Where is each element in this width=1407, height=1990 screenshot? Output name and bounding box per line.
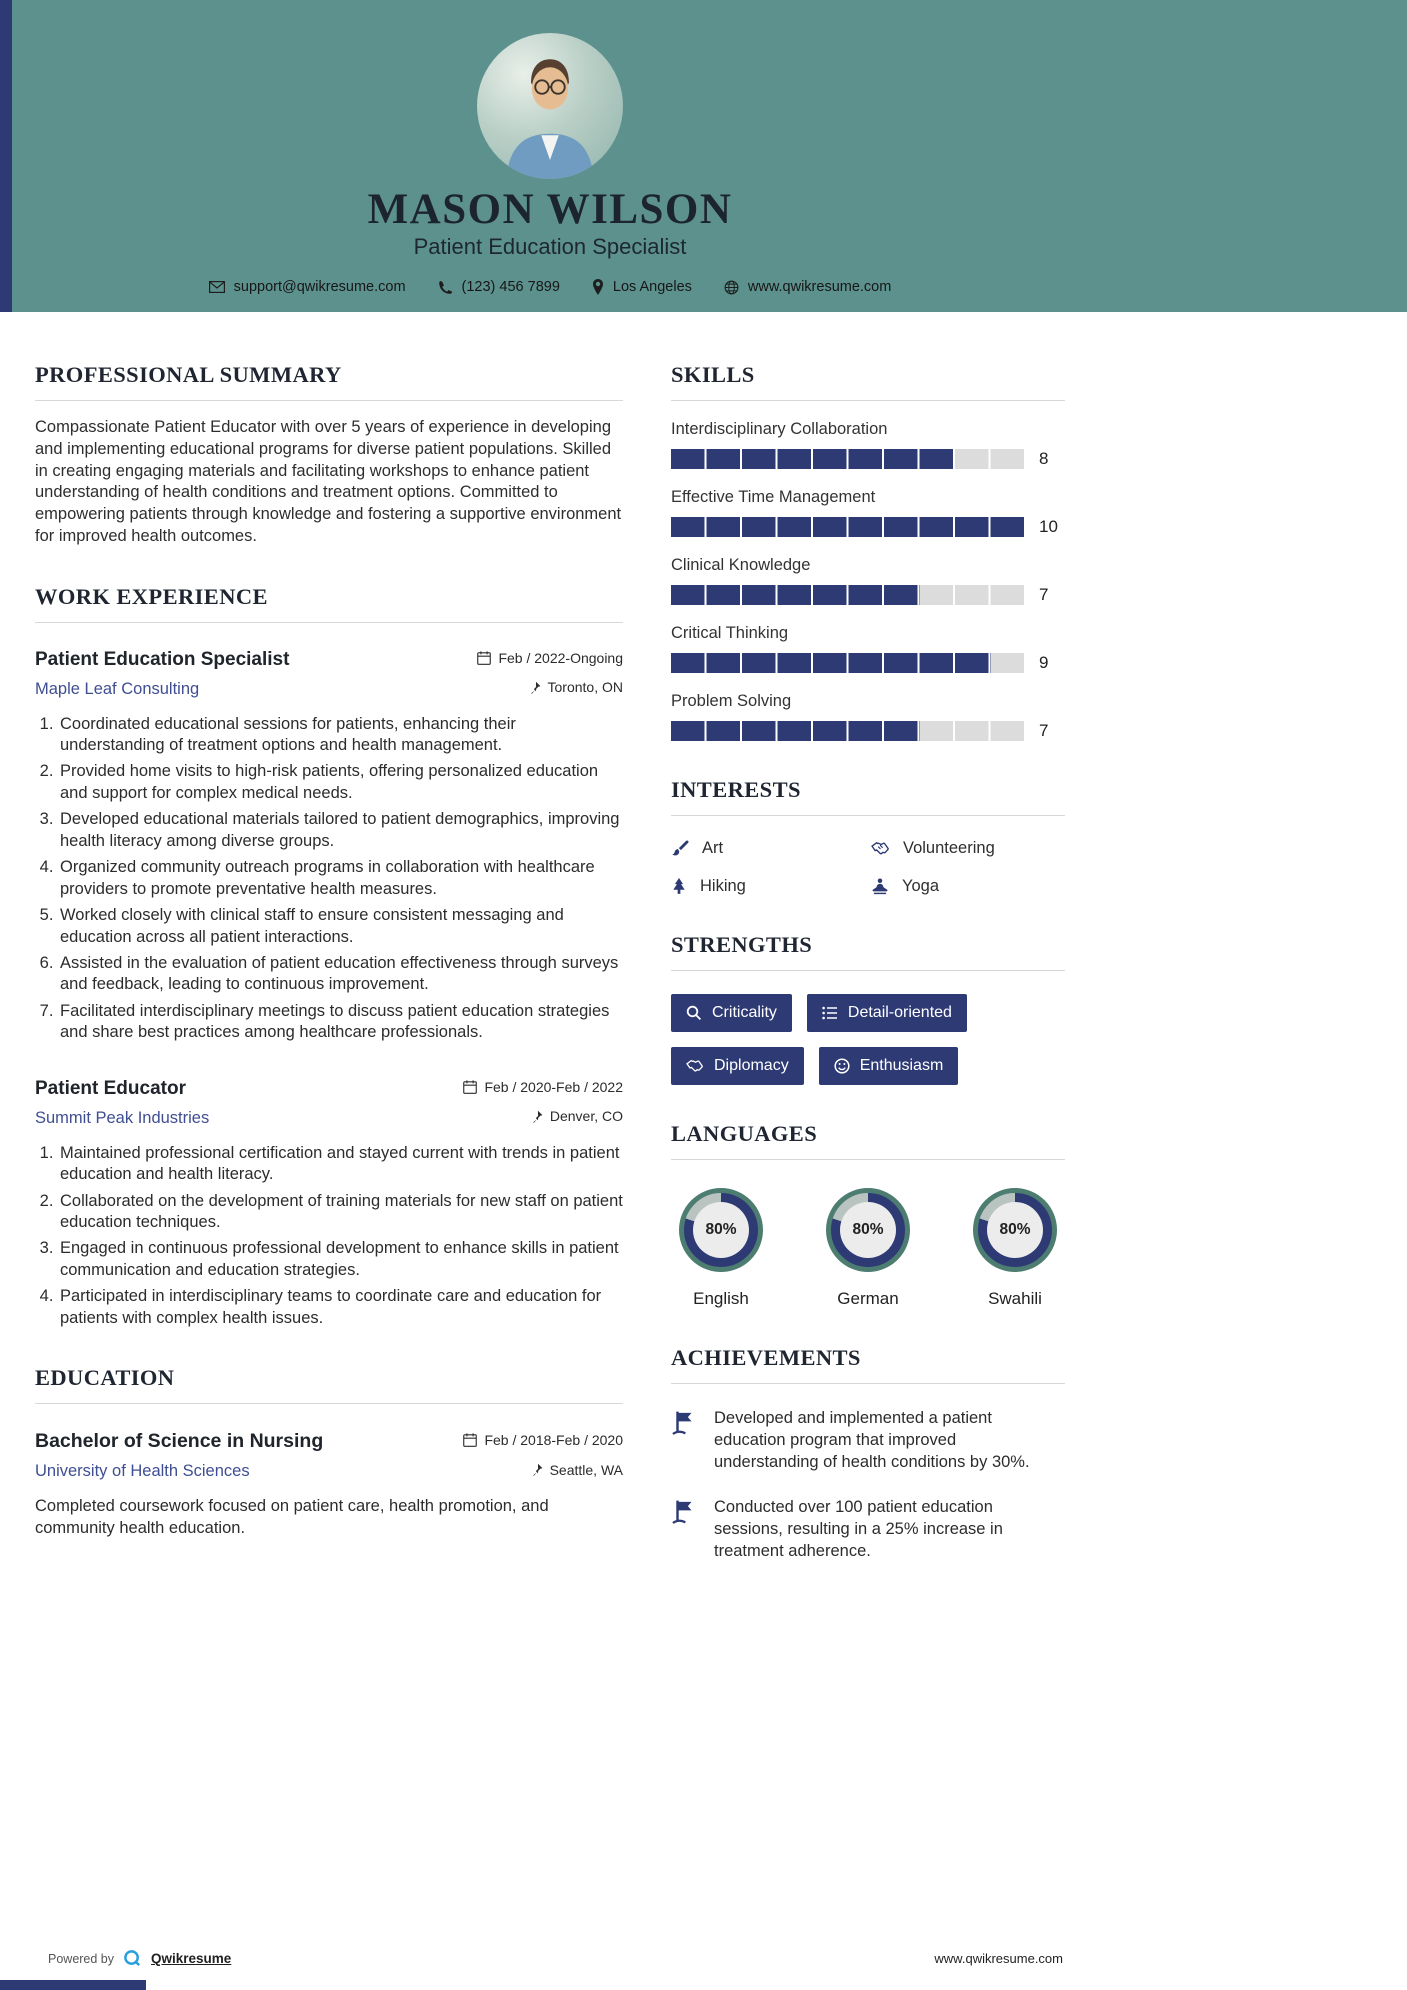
left-column: [35, 362, 623, 1599]
interest-label: Hiking: [700, 877, 746, 895]
resume-body: [0, 312, 1407, 1599]
job-location-text: Denver, CO: [549, 1108, 623, 1125]
skill-name: Interdisciplinary Collaboration: [671, 420, 888, 438]
pushpin-icon: [528, 681, 541, 694]
strength-label: Enthusiasm: [859, 1057, 944, 1074]
interests-list: [671, 839, 1065, 896]
job-bullet: 5. Worked closely with clinical staff to ensure consistent messaging and education across all patient interactions.: [58, 905, 623, 948]
job-bullet: 3. Engaged in continuous professional development to enhance skills in patient communication and education strategies.: [58, 1238, 623, 1281]
school-name: University of Health Sciences: [35, 1462, 250, 1481]
achievement-flag-icon: [671, 1499, 697, 1525]
language-item: [973, 1188, 1057, 1309]
pine-tree-icon: [671, 878, 687, 895]
skill-value: 7: [1039, 585, 1049, 604]
education-dates-text: Feb / 2018-Feb / 2020: [484, 1432, 623, 1449]
contact-phone-text: (123) 456 7899: [461, 279, 560, 296]
achievement-text: Conducted over 100 patient education sessions, resulting in a 25% increase in treatment adherence.: [714, 1498, 1003, 1560]
job-bullet: 2. Collaborated on the development of training materials for new staff on patient education techniques.: [58, 1191, 623, 1234]
skill-bar-ticks: [671, 653, 1026, 673]
company-name: Summit Peak Industries: [35, 1108, 210, 1127]
interest-label: Yoga: [902, 877, 940, 895]
achievement-item: [671, 1497, 1065, 1562]
phone-icon: [438, 280, 453, 295]
job-location: [528, 679, 623, 695]
contact-email[interactable]: [209, 279, 406, 295]
language-name: German: [837, 1289, 899, 1308]
contact-location: [592, 279, 692, 295]
job-dates: [477, 650, 623, 666]
job-bullet: 1. Coordinated educational sessions for patients, enhancing their understanding of treatment options and health management.: [58, 714, 623, 757]
achievement-item: [671, 1408, 1065, 1473]
achievement-text: Developed and implemented a patient education program that improved understanding of health conditions by 30%.: [714, 1409, 1030, 1471]
left-accent-bar: [0, 0, 12, 312]
education-description: Completed coursework focused on patient care, health promotion, and community health education.: [35, 1497, 549, 1538]
job-bullet: 7. Facilitated interdisciplinary meetings to discuss patient education strategies and share best practices among healthcare professionals.: [58, 1001, 623, 1044]
handshake-icon: [686, 1059, 704, 1073]
section-skills: [671, 362, 1065, 741]
job-bullet: 2. Provided home visits to high-risk patients, offering personalized education and support for complex medical needs.: [58, 761, 623, 804]
skill-value: 9: [1039, 653, 1049, 672]
contact-row: [0, 279, 1100, 295]
strength-chip: [819, 1047, 959, 1085]
candidate-name: MASON WILSON: [367, 186, 733, 233]
section-achievements: [671, 1345, 1065, 1563]
interests-heading: INTERESTS: [671, 777, 1065, 816]
language-item: [826, 1188, 910, 1309]
interest-item: [871, 877, 1065, 896]
skill-name: Critical Thinking: [671, 624, 789, 642]
job-bullet: 6. Assisted in the evaluation of patient education effectiveness through surveys and feedback, leading to continuous improvement.: [58, 953, 623, 996]
skill-value: 8: [1039, 449, 1049, 468]
skill-name: Effective Time Management: [671, 488, 876, 506]
skill-bar-ticks: [671, 721, 1026, 741]
list-icon: [822, 1005, 838, 1021]
strength-label: Diplomacy: [714, 1057, 789, 1074]
strength-chip: [671, 994, 792, 1032]
page-footer: [48, 1949, 1063, 1968]
skill-bar: [671, 517, 1026, 537]
contact-location-text: Los Angeles: [612, 279, 692, 296]
work-heading: WORK EXPERIENCE: [35, 584, 623, 623]
education-location: [530, 1462, 623, 1478]
strength-chip: [671, 1047, 804, 1085]
job-dates: [463, 1079, 623, 1095]
job-entry: [35, 649, 623, 1044]
language-percent: 80 %: [852, 1221, 883, 1239]
languages-list: [671, 1188, 1065, 1309]
section-education: [35, 1365, 623, 1540]
skill-name: Problem Solving: [671, 692, 792, 710]
strengths-heading: STRENGTHS: [671, 932, 1065, 971]
contact-phone[interactable]: [438, 279, 560, 295]
degree-title: Bachelor of Science in Nursing: [35, 1430, 324, 1453]
skill-value: 10: [1039, 517, 1058, 536]
powered-by-label: Powered by: [48, 1951, 115, 1966]
skill-bar: [671, 585, 1026, 605]
languages-heading: LANGUAGES: [671, 1121, 1065, 1160]
skill-item: [671, 488, 1065, 537]
interest-item: [671, 839, 871, 858]
skill-bar-ticks: [671, 449, 1026, 469]
resume-header: [0, 0, 1407, 312]
company-name: Maple Leaf Consulting: [35, 679, 200, 698]
brand-link[interactable]: Qwikresume: [151, 1951, 232, 1966]
skill-bar-ticks: [671, 517, 1026, 537]
skill-item: [671, 556, 1065, 605]
skill-bar: [671, 449, 1026, 469]
calendar-icon: [477, 651, 491, 665]
pushpin-icon: [530, 1463, 543, 1476]
magnifier-icon: [686, 1005, 702, 1021]
education-location-text: Seattle, WA: [549, 1461, 623, 1478]
right-column: [671, 362, 1065, 1599]
yoga-icon: [871, 878, 889, 895]
strength-label: Criticality: [712, 1004, 777, 1021]
job-dates-text: Feb / 2022-Ongoing: [498, 649, 623, 666]
language-donut-chart: [679, 1188, 763, 1272]
education-entry: [35, 1430, 623, 1540]
achievement-flag-icon: [671, 1410, 697, 1436]
section-languages: [671, 1121, 1065, 1309]
job-bullets: [35, 1143, 623, 1330]
candidate-title: Patient Education Specialist: [413, 234, 687, 260]
job-bullet: 1. Maintained professional certification and stayed current with trends in patient education and health literacy.: [58, 1143, 623, 1186]
location-pin-icon: [592, 279, 604, 295]
section-strengths: [671, 932, 1065, 1085]
job-bullet: 4. Organized community outreach programs in collaboration with healthcare providers to promote preventative health measures.: [58, 857, 623, 900]
pushpin-icon: [530, 1110, 543, 1123]
section-interests: [671, 777, 1065, 896]
strengths-list: [671, 994, 1016, 1085]
language-name: Swahili: [988, 1289, 1042, 1308]
language-name: English: [693, 1289, 749, 1308]
job-title: Patient Education Specialist: [35, 648, 290, 670]
contact-email-text: support@qwikresume.com: [233, 279, 406, 296]
skill-item: [671, 624, 1065, 673]
section-work-experience: [35, 584, 623, 1330]
calendar-icon: [463, 1433, 477, 1447]
achievements-heading: ACHIEVEMENTS: [671, 1345, 1065, 1384]
interest-item: [671, 877, 871, 896]
job-bullets: [35, 714, 623, 1044]
smiley-icon: [834, 1058, 850, 1074]
globe-icon: [724, 280, 739, 295]
skills-heading: SKILLS: [671, 362, 1065, 401]
powered-by: [48, 1949, 231, 1968]
interest-label: Volunteering: [903, 839, 995, 857]
contact-website[interactable]: [724, 279, 891, 295]
summary-text: Compassionate Patient Educator with over 5 years of experience in developing and implementing educational programs for diverse patient populations. Skilled in creating engaging materials and facilitating workshops to enhance patient understanding of health conditions and treatment options. Committed to empowering patients through knowledge and fostering a supportive environment for improved health outcomes.: [35, 418, 622, 545]
language-percent: 80 %: [999, 1221, 1030, 1239]
email-icon: [209, 281, 225, 293]
job-title: Patient Educator: [35, 1077, 186, 1099]
interest-item: [871, 839, 1065, 858]
skill-item: [671, 420, 1065, 469]
interest-label: Art: [702, 839, 724, 857]
job-bullet: 4. Participated in interdisciplinary teams to coordinate care and education for patients with complex health issues.: [58, 1286, 623, 1329]
bottom-accent-bar: [0, 1980, 146, 1990]
skill-bar: [671, 653, 1026, 673]
job-location: [530, 1108, 623, 1124]
strength-chip: [807, 994, 967, 1032]
person-photo-placeholder: [477, 33, 623, 179]
calendar-icon: [463, 1080, 477, 1094]
qwikresume-logo: [123, 1949, 142, 1968]
job-location-text: Toronto, ON: [547, 679, 623, 696]
language-donut-chart: [826, 1188, 910, 1272]
skill-value: 7: [1039, 721, 1049, 740]
contact-website-text: www.qwikresume.com: [747, 279, 892, 296]
skill-bar-ticks: [671, 585, 1026, 605]
summary-heading: PROFESSIONAL SUMMARY: [35, 362, 623, 401]
skill-name: Clinical Knowledge: [671, 556, 811, 574]
language-item: [679, 1188, 763, 1309]
footer-website-link[interactable]: www.qwikresume.com: [934, 1951, 1063, 1966]
skill-bar: [671, 721, 1026, 741]
job-bullet: 3. Developed educational materials tailored to patient demographics, improving health literacy among diverse groups.: [58, 809, 623, 852]
header-content: [0, 0, 1100, 295]
paintbrush-icon: [671, 840, 689, 858]
section-professional-summary: [35, 362, 623, 548]
education-heading: EDUCATION: [35, 1365, 623, 1404]
profile-photo: [477, 33, 623, 179]
language-percent: 80 %: [705, 1221, 736, 1239]
strength-label: Detail-oriented: [847, 1004, 952, 1021]
job-entry: [35, 1078, 623, 1330]
skill-item: [671, 692, 1065, 741]
handshake-icon: [871, 841, 890, 856]
language-donut-chart: [973, 1188, 1057, 1272]
education-dates: [463, 1432, 623, 1448]
job-dates-text: Feb / 2020-Feb / 2022: [484, 1078, 623, 1095]
